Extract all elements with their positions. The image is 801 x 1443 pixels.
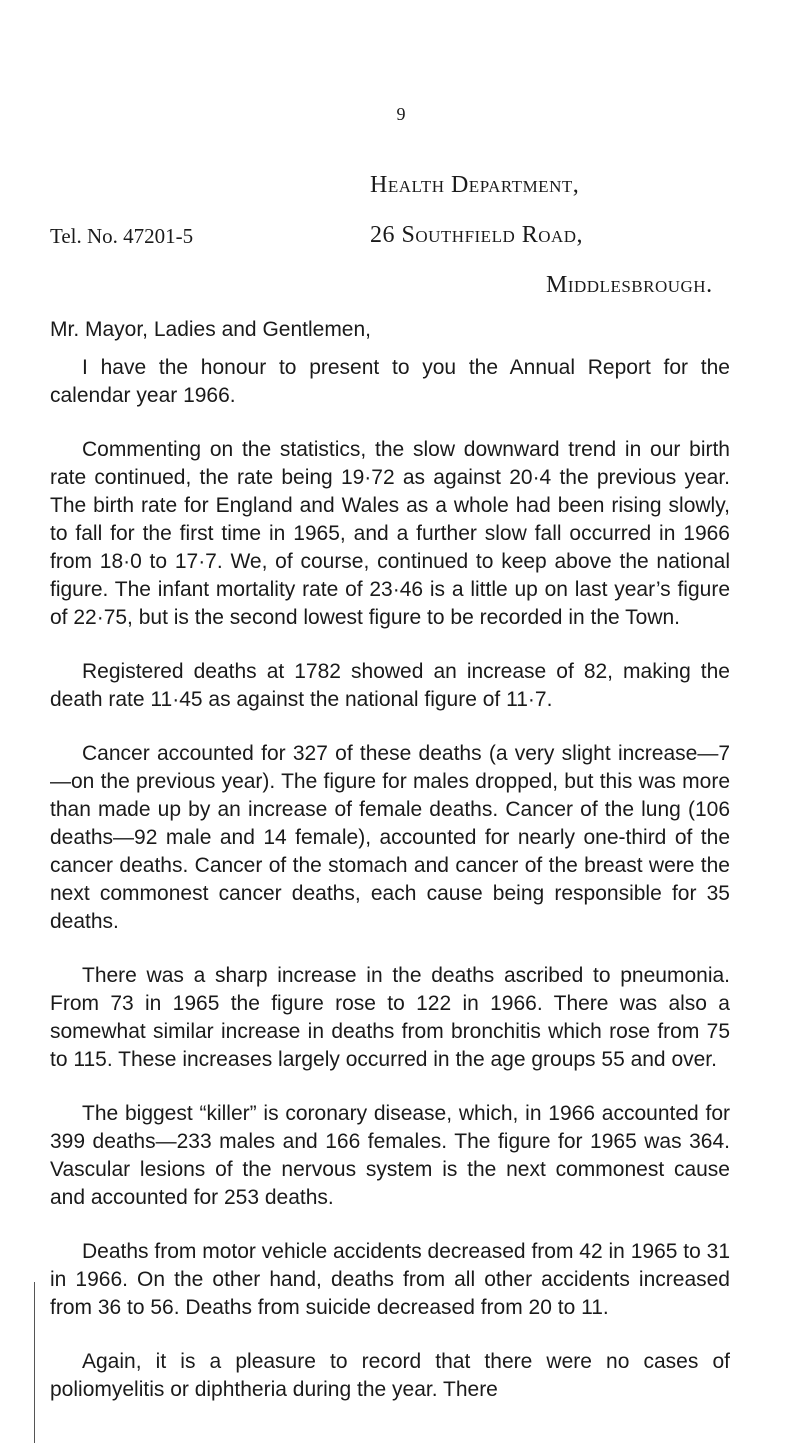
paragraph-accidents: Deaths from motor vehicle accidents decreased from 42 in 1965 to 31 in 1966. On the other hand, deaths from all other accidents increased from 36 to 56. Deaths from suicide decreased from 20 to 11.: [50, 1240, 730, 1319]
telephone-number: Tel. No. 47201-5: [50, 224, 194, 248]
paragraph-birth-rate: Commenting on the statistics, the slow downward trend in our birth rate continued, the rate being 19·72 as against 20·4 the previous year. The birth rate for England and Wales as a whole had been rising slowly, to fall for the first time in 1965, and a further slow fall occurred in 1966 from 18·0 to 17·7. We, of course, continued to keep above the national figure. The infant mortality rate of 23·46 is a little up on last year’s figure of 22·75, but is the second lowest figure to be recorded in the Town.: [50, 438, 730, 629]
paragraph-coronary: The biggest “killer” is coronary disease, which, in 1966 accounted for 399 deaths—233 males and 166 females. The figure for 1965 was 364. Vascular lesions of the nervous system is the next commonest cause and accounted for 253 deaths.: [50, 1102, 730, 1209]
report-body: [50, 354, 730, 1430]
address-road: 26 Southfield Road,: [370, 222, 584, 248]
address-town: Middlesbrough.: [546, 272, 713, 298]
salutation: Mr. Mayor, Ladies and Gentlemen,: [50, 318, 371, 341]
page-number: 9: [396, 104, 406, 124]
margin-rule: [34, 1282, 35, 1443]
paragraph-registered-deaths: Registered deaths at 1782 showed an increase of 82, making the death rate 11·45 as against the national figure of 11·7.: [50, 660, 730, 711]
paragraph-pneumonia: There was a sharp increase in the deaths ascribed to pneumonia. From 73 in 1965 the figure rose to 122 in 1966. There was also a somewhat similar increase in deaths from bronchitis which rose from 75 to 115. These increases largely occurred in the age groups 55 and over.: [50, 964, 730, 1071]
paragraph-cancer: Cancer accounted for 327 of these deaths (a very slight increase—7—on the previous year). The figure for males dropped, but this was more than made up by an increase of female deaths. Cancer of the lung (106 deaths—92 male and 14 female), accounted for nearly one-third of the cancer deaths. Cancer of the stomach and cancer of the breast were the next commonest cancer deaths, each cause being responsible for 35 deaths.: [50, 742, 730, 933]
paragraph-intro: I have the honour to present to you the Annual Report for the calendar year 1966.: [50, 356, 730, 407]
paragraph-poliomyelitis: Again, it is a pleasure to record that there were no cases of poliomyelitis or diphtheria during the year. There: [50, 1350, 730, 1401]
department-heading: Health Department,: [370, 172, 580, 198]
